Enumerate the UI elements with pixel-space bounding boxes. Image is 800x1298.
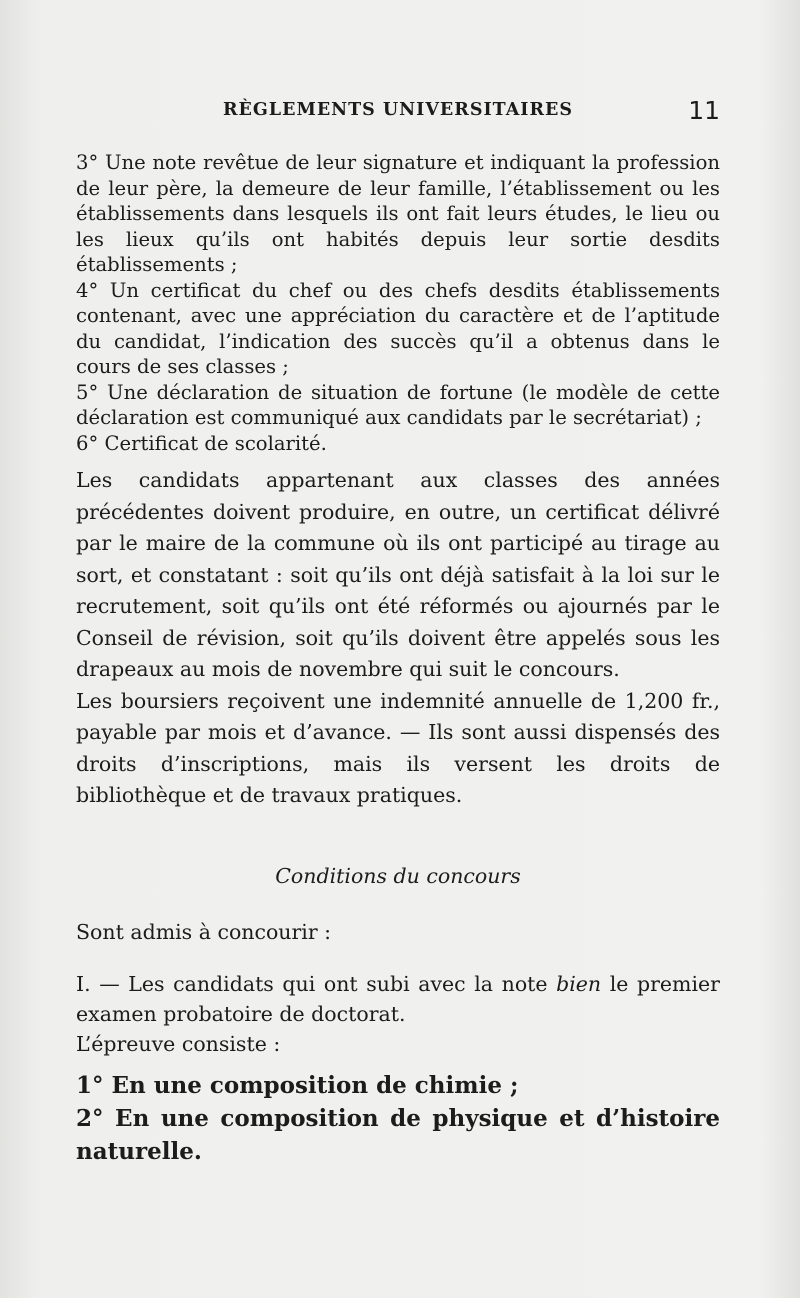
epreuve-line: L’épreuve consiste : bbox=[76, 1032, 281, 1056]
condition-1 bbox=[76, 969, 720, 1029]
paragraph-previous-years: Les candidats appartenant aux classes des années précédentes doivent produire, en outre, un certificat délivré par le maire de la commune où ils ont participé au tirage au sort, et constatant : soit qu’ils ont déjà satisfait à la loi sur le recrutement, soit qu’ils ont été réformés ou ajournés par le Conseil de révision, soit qu’ils doivent être appelés sous les drapeaux au mois de novembre qui suit le concours. bbox=[76, 468, 720, 681]
section-heading: Conditions du concours bbox=[275, 863, 521, 888]
item-5: 5° Une déclaration de situation de fortune (le modèle de cette déclaration est communiqué aux candidats par le secrétariat) ; bbox=[76, 380, 720, 429]
page-number: 11 bbox=[688, 96, 720, 125]
admitted-line: Sont admis à concourir : bbox=[76, 920, 332, 944]
page-body bbox=[76, 150, 720, 1168]
running-title: RÈGLEMENTS UNIVERSITAIRES bbox=[222, 100, 573, 120]
condition-1-emphasis: bien bbox=[556, 972, 602, 996]
exam-item-1: 1° En une composition de chimie ; bbox=[76, 1072, 519, 1099]
condition-1-text-b: le premier examen probatoire de doctorat. bbox=[76, 972, 720, 1026]
item-3: 3° Une note revêtue de leur signature et indiquant la profession de leur père, la demeure de leur famille, l’établissement ou les établissements dans lesquels ils ont fait leurs études, le lieu ou les lieux qu’ils ont habités depuis leur sortie desdits établissements ; bbox=[76, 151, 720, 276]
condition-1-text-a: I. — Les candidats qui ont subi avec la note bbox=[76, 972, 557, 996]
paragraph-scholarship-holders: Les boursiers reçoivent une indemnité annuelle de 1,200 fr., payable par mois et d’avance. — Ils sont aussi dispensés des droits d’inscriptions, mais ils versent les droits de bibliothèque et de travaux pratiques. bbox=[76, 688, 720, 807]
exam-item-2: 2° En une composition de physique et d’histoire naturelle. bbox=[76, 1105, 720, 1165]
item-4: 4° Un certificat du chef ou des chefs desdits établissements contenant, avec une appréciation du caractère et de l’aptitude du candidat, l’indication des succès qu’il a obtenus dans le cours de ses classes ; bbox=[76, 278, 720, 378]
item-6: 6° Certificat de scolarité. bbox=[76, 431, 327, 455]
page-header bbox=[76, 98, 720, 132]
